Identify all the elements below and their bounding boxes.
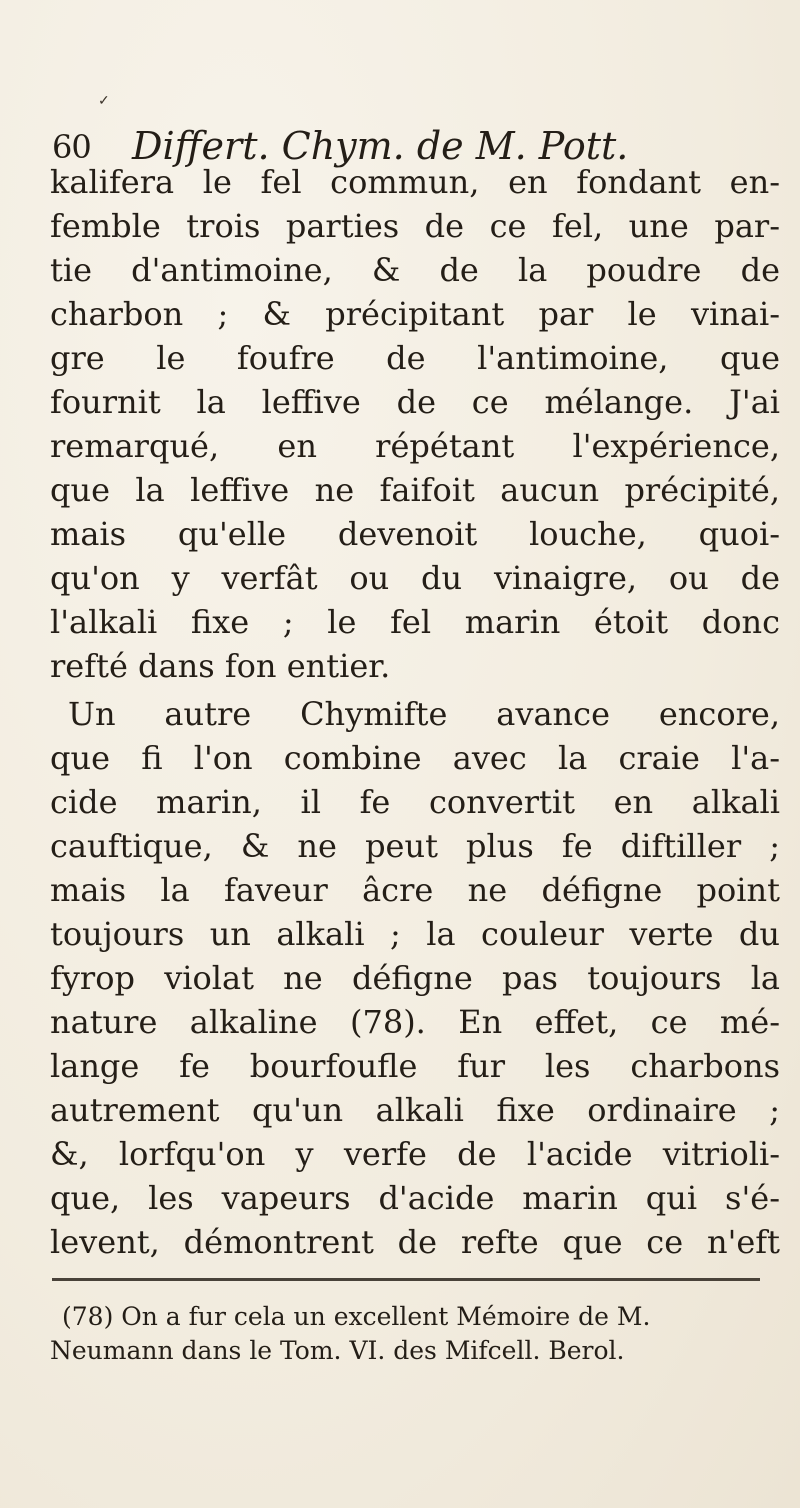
footnote-line: (78) On a fur cela un excellent Mémoire de M. bbox=[62, 1302, 651, 1331]
text-line: charbon ; & précipitant par le vinai- bbox=[50, 295, 780, 333]
text-line: mais qu'elle devenoit louche, quoi- bbox=[50, 515, 780, 553]
text-line: nature alkaline (78). En effet, ce mé- bbox=[50, 1003, 780, 1041]
text-line: cauftique, & ne peut plus fe diftiller ; bbox=[50, 827, 780, 865]
text-line: lange fe bourfoufle fur les charbons bbox=[50, 1047, 780, 1085]
text-line: l'alkali fixe ; le fel marin étoit donc bbox=[50, 603, 780, 641]
text-line: remarqué, en répétant l'expérience, bbox=[50, 427, 780, 465]
text-line: &, lorfqu'on y verfe de l'acide vitrioli- bbox=[50, 1135, 780, 1173]
paragraph-start-line: Un autre Chymifte avance encore, bbox=[68, 695, 780, 733]
text-line: qu'on y verfât ou du vinaigre, ou de bbox=[50, 559, 780, 597]
text-line: toujours un alkali ; la couleur verte du bbox=[50, 915, 780, 953]
text-line: que la leffive ne faifoit aucun précipité, bbox=[50, 471, 780, 509]
text-line: que, les vapeurs d'acide marin qui s'é- bbox=[50, 1179, 780, 1217]
running-title: Differt. Chym. de M. Pott. bbox=[132, 124, 629, 168]
text-line: fournit la leffive de ce mélange. J'ai bbox=[50, 383, 780, 421]
text-line: tie d'antimoine, & de la poudre de bbox=[50, 251, 780, 289]
printer-mark: ✓ bbox=[98, 93, 110, 109]
page-number: 60 bbox=[52, 128, 91, 166]
text-line: que fi l'on combine avec la craie l'a- bbox=[50, 739, 780, 777]
footnote-line: Neumann dans le Tom. VI. des Mifcell. Berol. bbox=[50, 1336, 625, 1365]
text-line: mais la faveur âcre ne défigne point bbox=[50, 871, 780, 909]
text-line: levent, démontrent de refte que ce n'eft bbox=[50, 1223, 780, 1261]
text-line: kalifera le fel commun, en fondant en- bbox=[50, 163, 780, 201]
text-line: femble trois parties de ce fel, une par- bbox=[50, 207, 780, 245]
footnote-rule bbox=[52, 1278, 760, 1281]
text-line: autrement qu'un alkali fixe ordinaire ; bbox=[50, 1091, 780, 1129]
text-line: fyrop violat ne défigne pas toujours la bbox=[50, 959, 780, 997]
text-line: gre le foufre de l'antimoine, que bbox=[50, 339, 780, 377]
text-line: cide marin, il fe convertit en alkali bbox=[50, 783, 780, 821]
paragraph-end-line: refté dans fon entier. bbox=[50, 647, 391, 685]
